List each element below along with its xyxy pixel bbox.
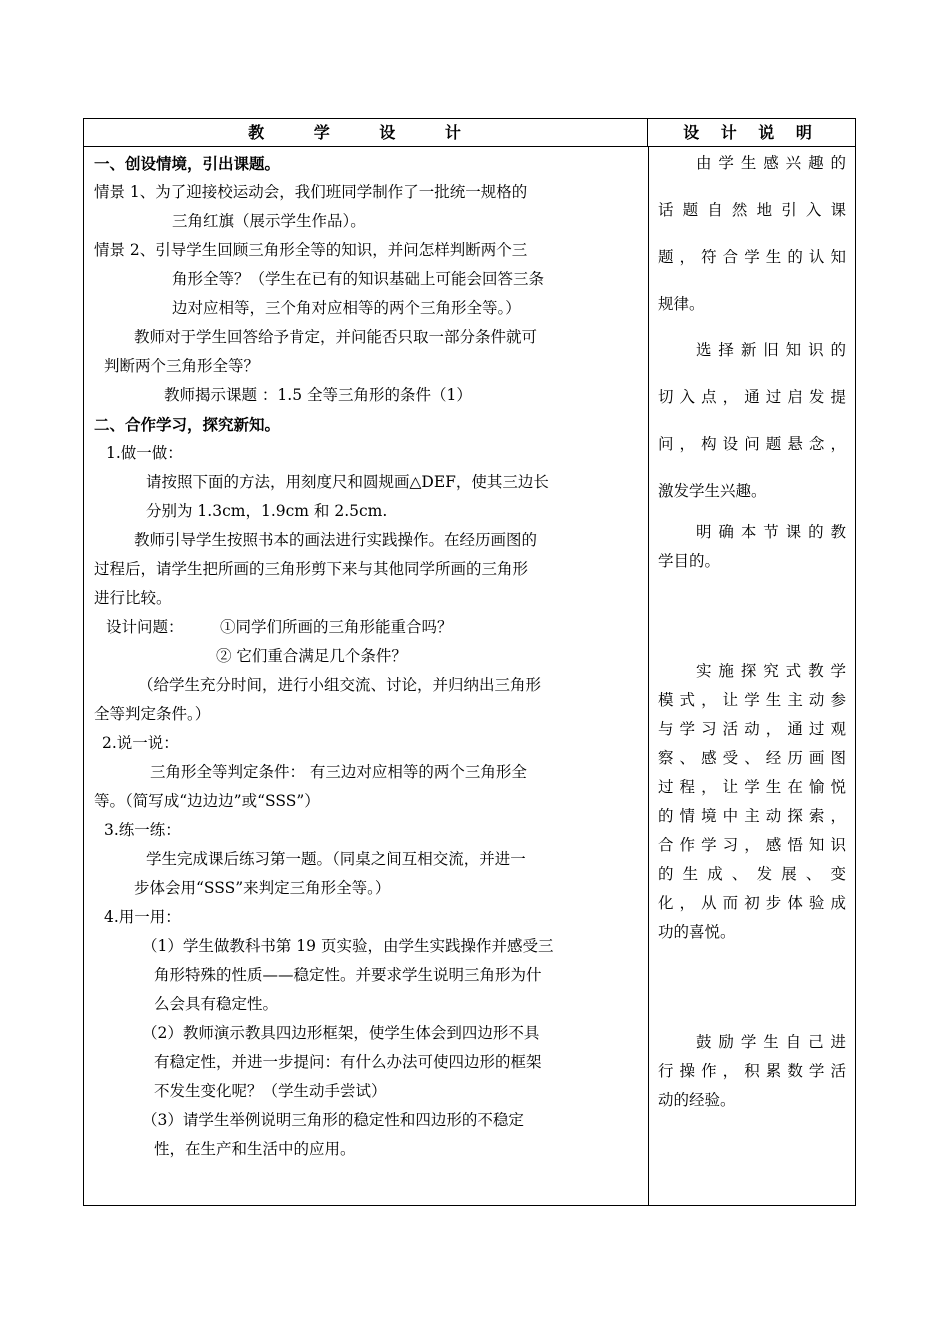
header-teaching-design: 教 学 设 计	[84, 119, 648, 147]
text-line: 教师对于学生回答给予肯定，并问能否只取一部分条件就可	[134, 328, 538, 346]
text-line: 性，在生产和生活中的应用。	[154, 1140, 356, 1158]
note-line: 模式，让学生主动参	[658, 691, 846, 709]
text-line: 情景 1、为了迎接校运动会，我们班同学制作了一批统一规格的	[94, 183, 528, 201]
note-line: 功的喜悦。	[658, 923, 736, 941]
text-line: （1）学生做教科书第 19 页实验，由学生实践操作并感受三	[142, 937, 554, 955]
note-line: 题，符合学生的认知	[658, 248, 846, 266]
note-line: 察、感受、经历画图	[658, 749, 846, 767]
note-line: 的情境中主动探索，	[658, 807, 846, 825]
text-line: （3）请学生举例说明三角形的稳定性和四边形的不稳定	[142, 1111, 524, 1129]
column-divider	[648, 147, 649, 1205]
note-line: 实施探究式教学	[696, 662, 846, 680]
note-line: 鼓励学生自己进	[696, 1033, 846, 1051]
text-line: 教师引导学生按照书本的画法进行实践操作。在经历画图的	[134, 531, 538, 549]
note-line: 问，构设问题悬念，	[658, 435, 846, 453]
text-line: 过程后，请学生把所画的三角形剪下来与其他同学所画的三角形	[94, 560, 529, 578]
note-line: 与学习活动，通过观	[658, 720, 846, 738]
text-line: 学生完成课后练习第一题。（同桌之间互相交流，并进一	[146, 850, 526, 868]
note-line: 明确本节课的教	[696, 523, 846, 541]
note-line: 行操作，积累数学活	[658, 1062, 846, 1080]
subsection-title: 3.练一练：	[104, 821, 181, 839]
text-line: 三角形全等判定条件： 有三边对应相等的两个三角形全	[150, 763, 527, 781]
note-line: 选择新旧知识的	[696, 341, 846, 359]
section-1-title: 一、创设情境，引出课题。	[94, 154, 281, 173]
text-line: 三角红旗（展示学生作品）。	[172, 212, 366, 230]
design-question-label: 设计问题：	[106, 618, 184, 636]
text-line: 判断两个三角形全等？	[104, 357, 260, 375]
note-line: 由学生感兴趣的	[696, 154, 846, 172]
text-line: 请按照下面的方法，用刻度尺和圆规画△DEF，使其三边长	[146, 473, 549, 491]
lesson-plan-table	[83, 118, 856, 1206]
text-line: 角形特殊的性质——稳定性。并要求学生说明三角形为什	[154, 966, 542, 984]
text-line: 么会具有稳定性。	[154, 995, 279, 1013]
text-line: 进行比较。	[94, 589, 172, 607]
note-line: 学目的。	[658, 552, 721, 570]
section-2-title: 二、合作学习，探究新知。	[94, 415, 281, 434]
subsection-title: 2.说一说：	[102, 734, 179, 752]
design-question-1: ①同学们所画的三角形能重合吗？	[220, 618, 453, 636]
note-line: 过程，让学生在愉悦	[658, 778, 846, 796]
text-line: （2）教师演示教具四边形框架，使学生体会到四边形不具	[142, 1024, 540, 1042]
text-line: （给学生充分时间，进行小组交流、讨论，并归纳出三角形	[138, 676, 542, 694]
note-line: 话题自然地引入课	[658, 201, 846, 219]
subsection-title: 1.做一做：	[106, 444, 183, 462]
text-line: 等。（简写成“边边边”或“SSS”）	[94, 792, 320, 810]
note-line: 的生成、发展、变	[658, 865, 846, 883]
note-line: 合作学习，感悟知识	[658, 836, 846, 854]
header-design-notes: 设 计 说 明	[648, 119, 855, 147]
text-line: 情景 2、引导学生回顾三角形全等的知识，并问怎样判断两个三	[94, 241, 528, 259]
text-line: 有稳定性，并进一步提问：有什么办法可使四边形的框架	[154, 1053, 542, 1071]
lesson-title-line: 教师揭示课题 ：1.5 全等三角形的条件（1）	[164, 386, 472, 404]
note-line: 切入点，通过启发提	[658, 388, 846, 406]
note-line: 化，从而初步体验成	[658, 894, 846, 912]
note-line: 规律。	[658, 295, 705, 313]
note-line: 动的经验。	[658, 1091, 736, 1109]
text-line: 不发生变化呢？（学生动手尝试）	[154, 1082, 387, 1100]
text-line: 边对应相等，三个角对应相等的两个三角形全等。）	[172, 299, 521, 317]
text-line: 全等判定条件。）	[94, 705, 211, 723]
subsection-title: 4.用一用：	[104, 908, 181, 926]
text-line: 步体会用“SSS”来判定三角形全等。）	[134, 879, 391, 897]
text-line: 分别为 1.3cm，1.9cm 和 2.5cm.	[146, 502, 388, 520]
note-line: 激发学生兴趣。	[658, 482, 767, 500]
text-line: 角形全等？（学生在已有的知识基础上可能会回答三条	[172, 270, 545, 288]
design-question-2: ② 它们重合满足几个条件？	[216, 647, 407, 665]
